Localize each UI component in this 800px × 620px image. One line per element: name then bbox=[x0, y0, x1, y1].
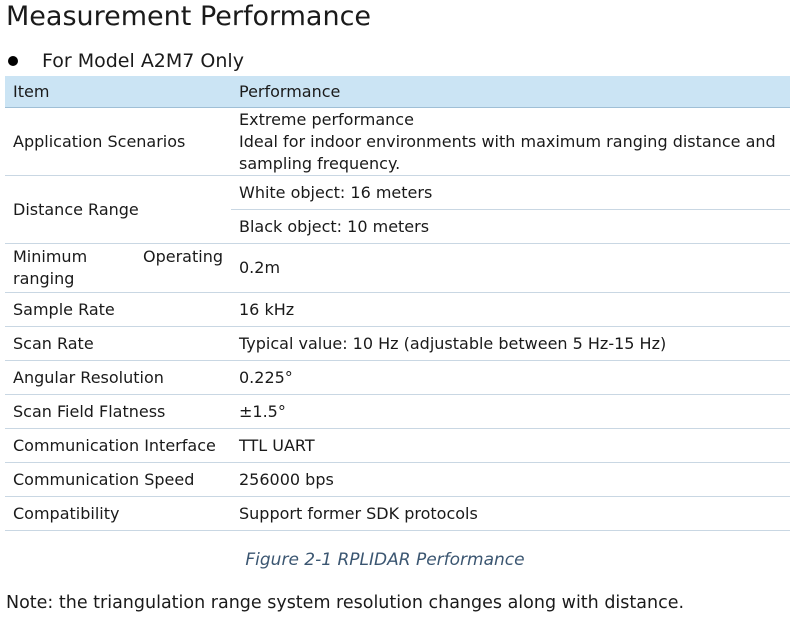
row-value-communication-speed: 256000 bps bbox=[231, 463, 790, 497]
row-label-communication-interface: Communication Interface bbox=[5, 429, 231, 463]
row-value-compatibility: Support former SDK protocols bbox=[231, 497, 790, 531]
note-text: Note: the triangulation range system resolution changes along with distance. bbox=[6, 593, 685, 613]
application-line-2: Ideal for indoor environments with maximum ranging distance and sampling frequency. bbox=[239, 131, 776, 173]
row-label-minimum-ranging bbox=[5, 244, 231, 293]
row-label-scan-field-flatness: Scan Field Flatness bbox=[5, 395, 231, 429]
table-row bbox=[5, 244, 790, 293]
row-label-communication-speed: Communication Speed bbox=[5, 463, 231, 497]
ranging-word: ranging bbox=[13, 269, 75, 288]
row-value-white-object: White object: 16 meters bbox=[231, 176, 790, 210]
operating-word: Operating bbox=[143, 247, 223, 266]
table-row bbox=[5, 327, 790, 361]
row-label-sample-rate: Sample Rate bbox=[5, 293, 231, 327]
row-value-scan-rate: Typical value: 10 Hz (adjustable between 5 Hz-15 Hz) bbox=[231, 327, 790, 361]
table-row bbox=[5, 361, 790, 395]
model-bullet-text: For Model A2M7 Only bbox=[42, 50, 244, 72]
application-line-1: Extreme performance bbox=[239, 109, 414, 129]
table-header-row bbox=[5, 76, 790, 108]
row-value-sample-rate: 16 kHz bbox=[231, 293, 790, 327]
figure-caption: Figure 2-1 RPLIDAR Performance bbox=[245, 550, 525, 570]
table-row bbox=[5, 108, 790, 176]
header-performance: Performance bbox=[231, 76, 790, 108]
row-value-application bbox=[231, 108, 790, 176]
row-label-application: Application Scenarios bbox=[5, 108, 231, 176]
row-label-scan-rate: Scan Rate bbox=[5, 327, 231, 361]
minimum-word: Minimum bbox=[13, 247, 88, 266]
table-row bbox=[5, 395, 790, 429]
table-row bbox=[5, 293, 790, 327]
row-value-black-object: Black object: 10 meters bbox=[231, 210, 790, 244]
performance-table bbox=[5, 76, 790, 531]
table-row bbox=[5, 463, 790, 497]
header-item: Item bbox=[5, 76, 231, 108]
table-row bbox=[5, 429, 790, 463]
row-value-scan-field-flatness: ±1.5° bbox=[231, 395, 790, 429]
table-row bbox=[5, 176, 790, 210]
row-value-angular-resolution: 0.225° bbox=[231, 361, 790, 395]
table-row bbox=[5, 497, 790, 531]
bullet-icon bbox=[8, 56, 18, 66]
row-value-communication-interface: TTL UART bbox=[231, 429, 790, 463]
row-label-compatibility: Compatibility bbox=[5, 497, 231, 531]
row-value-minimum-ranging: 0.2m bbox=[231, 244, 790, 293]
page-title: Measurement Performance bbox=[6, 1, 372, 32]
model-bullet bbox=[6, 48, 244, 74]
row-label-angular-resolution: Angular Resolution bbox=[5, 361, 231, 395]
row-label-distance: Distance Range bbox=[5, 176, 231, 244]
